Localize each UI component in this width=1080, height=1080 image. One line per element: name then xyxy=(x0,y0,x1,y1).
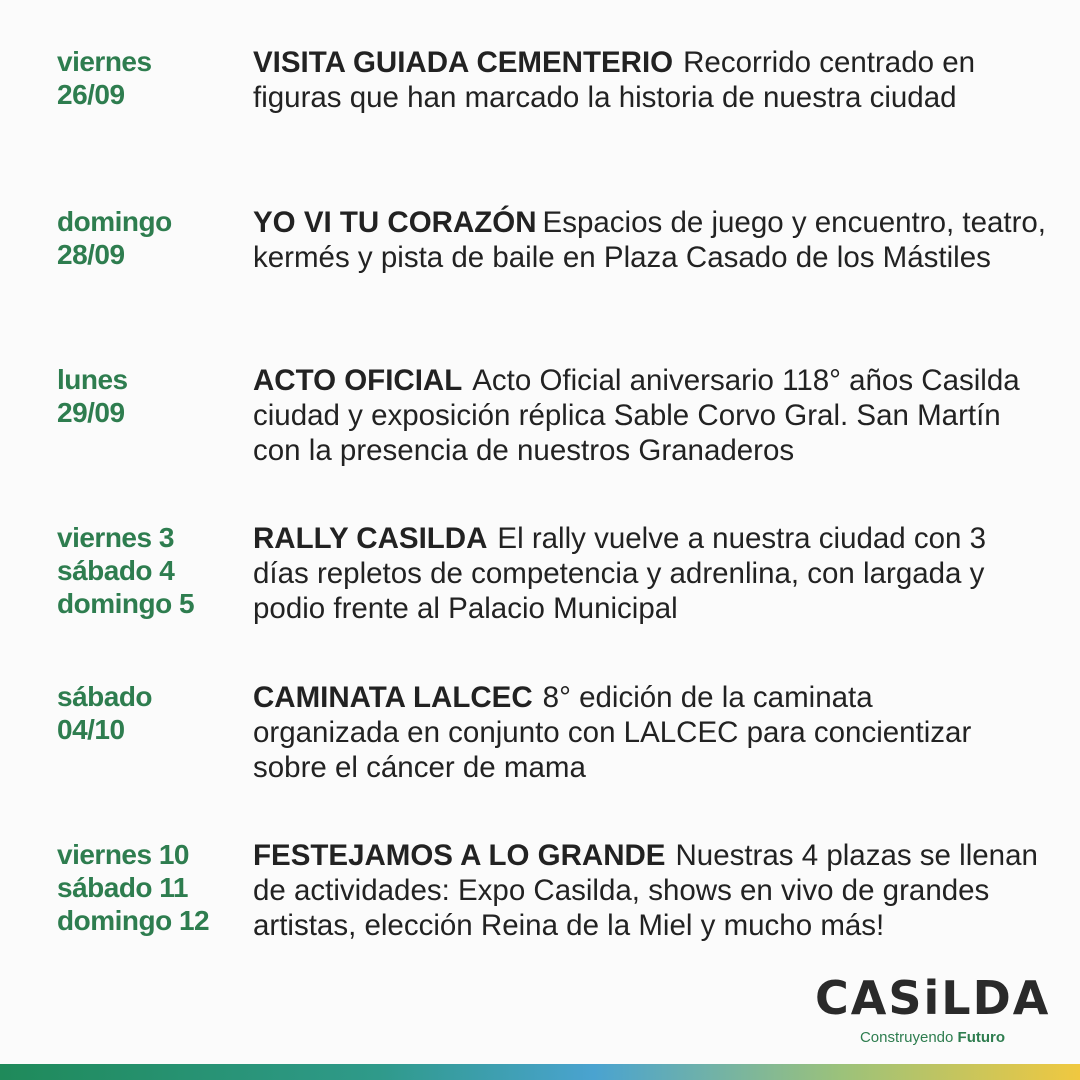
event-date: viernes 3 sábado 4 domingo 5 xyxy=(57,522,195,619)
casilda-logo xyxy=(815,970,1050,1048)
event-date: viernes 26/09 xyxy=(57,46,152,110)
event-date: sábado 04/10 xyxy=(57,681,153,745)
event-description xyxy=(253,363,1053,468)
event-date: domingo 28/09 xyxy=(57,206,172,270)
event-text: Espacios de juego y encuentro, teatro, kermés y pista de baile en Plaza Casado de los Mástiles xyxy=(253,206,1047,274)
event-title: ACTO OFICIAL xyxy=(253,364,463,397)
event-text: Nuestras 4 plazas se llenan de actividades: Expo Casilda, shows en vivo de grandes artistas, elección Reina de la Miel y mucho más! xyxy=(253,839,1038,942)
event-title: YO VI TU CORAZÓN xyxy=(253,206,537,239)
event-text: El rally vuelve a nuestra ciudad con 3 días repletos de competencia y adrenlina, con largada y podio frente al Palacio Municipal xyxy=(253,522,987,625)
event-title: VISITA GUIADA CEMENTERIO xyxy=(253,46,674,79)
event-description xyxy=(253,521,1013,626)
logo-wordmark: CASiLDA xyxy=(815,971,1051,1025)
event-date: viernes 10 sábado 11 domingo 12 xyxy=(57,839,210,936)
event-text: 8° edición de la caminata organizada en conjunto con LALCEC para concientizar sobre el cáncer de mama xyxy=(253,681,972,784)
event-description xyxy=(253,838,1058,943)
event-title: CAMINATA LALCEC xyxy=(253,681,533,714)
event-title: RALLY CASILDA xyxy=(253,522,488,555)
event-date: lunes 29/09 xyxy=(57,364,128,428)
event-title: FESTEJAMOS A LO GRANDE xyxy=(253,839,666,872)
event-description xyxy=(253,45,993,115)
gradient-footer-bar xyxy=(0,1064,1080,1080)
event-text: Recorrido centrado en figuras que han marcado la historia de nuestra ciudad xyxy=(253,46,976,114)
event-description xyxy=(253,680,973,785)
event-text: Acto Oficial aniversario 118° años Casilda ciudad y exposición réplica Sable Corvo Gral. San Martín con la presencia de nuestros Granaderos xyxy=(253,364,1020,467)
logo-tagline: Construyendo Futuro xyxy=(859,1029,1006,1046)
event-description xyxy=(253,205,1053,275)
